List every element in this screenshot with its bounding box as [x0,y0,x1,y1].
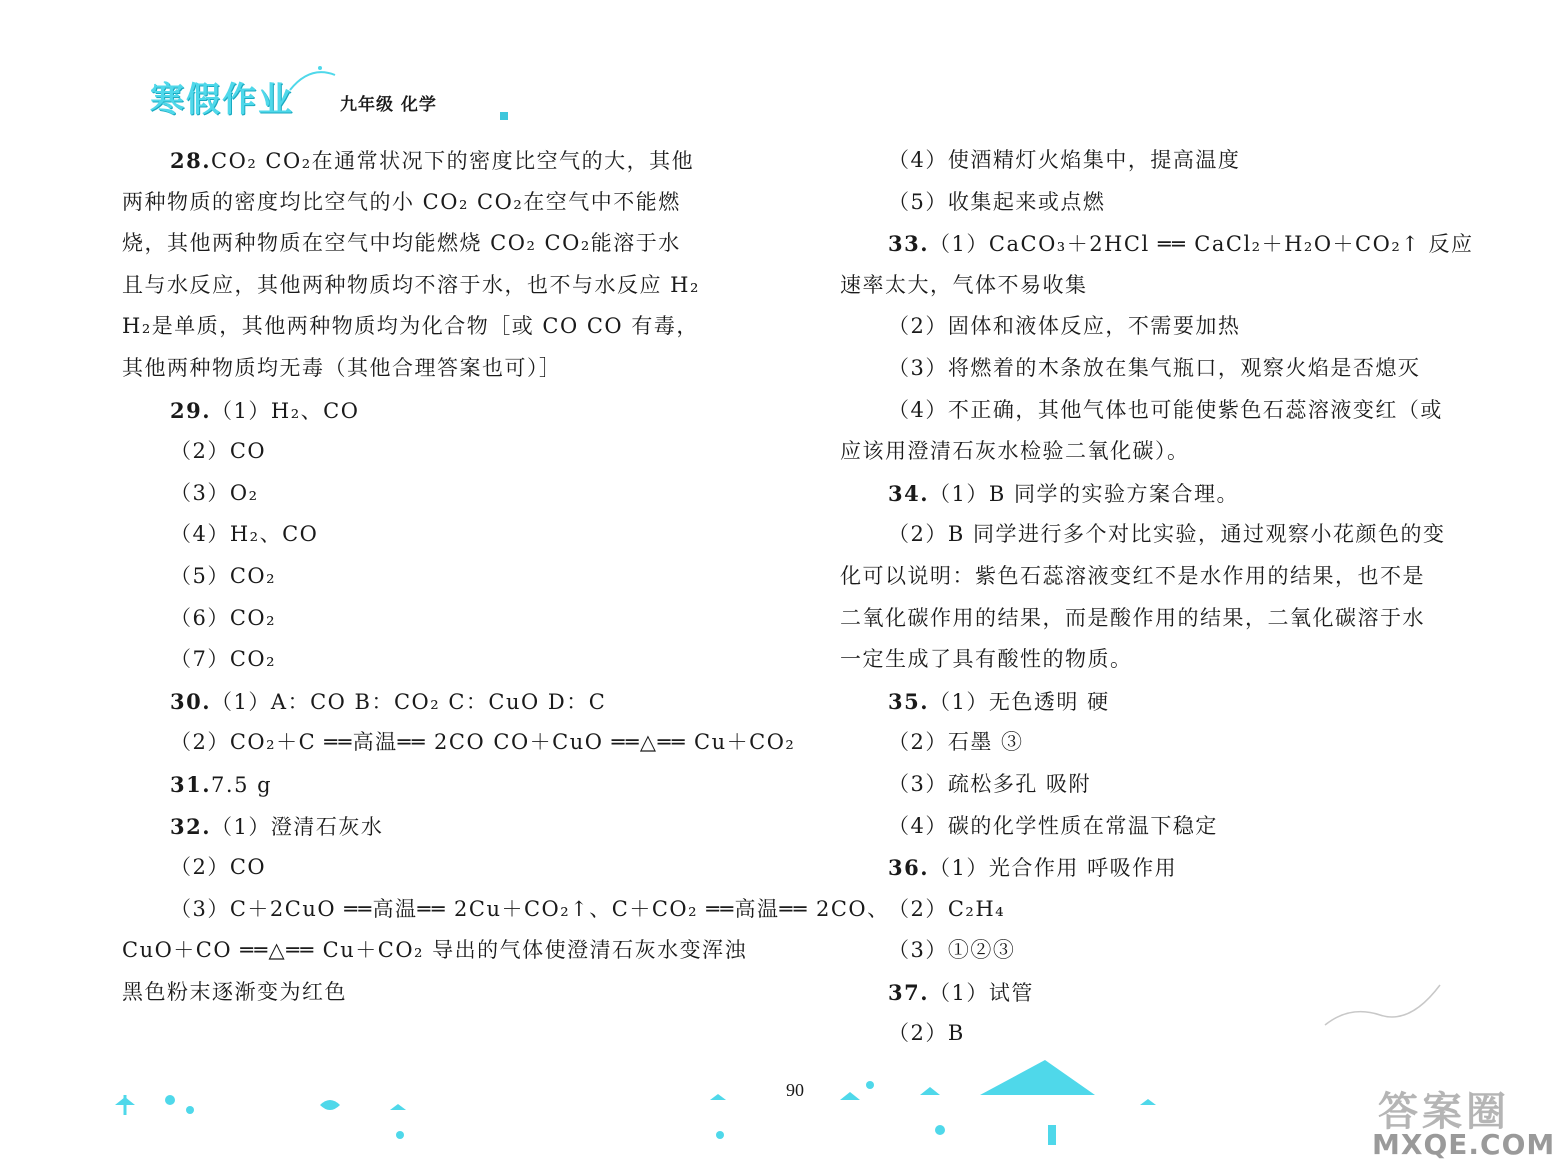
answer-line [840,514,1480,556]
answer-line [840,390,1480,432]
answer-text: （4）H₂、CO [170,522,319,547]
snowflake-decoration-icon [280,60,340,100]
right-answer-column [840,140,1480,1055]
left-answer-column [122,140,890,1013]
answer-text: （1）CaCO₃＋2HCl ══ CaCl₂＋H₂O＋CO₂↑ 反应 [929,232,1474,257]
answer-text: CO₂ CO₂在通常状况下的密度比空气的大，其他 [211,149,695,173]
question-number: 29. [170,397,212,423]
winter-scene-decoration-icon [100,1055,1100,1155]
answer-text: （4）碳的化学性质在常温下稳定 [888,813,1218,838]
answer-text: （2）B 同学进行多个对比实验，通过观察小花颜色的变 [888,522,1446,547]
answer-text: （1）B 同学的实验方案合理。 [929,481,1240,506]
answer-line [840,806,1480,848]
answer-line [840,140,1480,182]
question-number: 28. [170,148,212,173]
answer-line [840,722,1480,764]
header-marker [500,112,508,120]
question-number: 37. [888,979,930,1005]
question-number: 34. [888,480,930,506]
answer-text: （2）固体和液体反应，不需要加热 [888,314,1241,339]
answer-text: （1）澄清石灰水 [211,814,384,839]
answer-line [122,265,762,307]
answer-line [840,556,1480,598]
answer-text: （5）收集起来或点燃 [888,189,1106,214]
answer-line [840,348,1480,390]
answer-text: （1）光合作用 呼吸作用 [929,856,1178,881]
answer-text: （2）CO [170,439,267,464]
answer-text: 其他两种物质均无毒（其他合理答案也可）］ [122,355,562,380]
answer-line [122,722,796,764]
answer-line [840,473,1480,515]
answer-line [122,514,762,556]
answer-line [840,182,1480,224]
answer-line [122,681,762,723]
answer-line [840,306,1480,348]
answer-line [122,140,762,182]
question-number: 36. [888,855,930,881]
answer-text: （2）CO₂＋C ══高温══ 2CO CO＋CuO ══△══ Cu＋CO₂ [170,730,796,755]
answer-text: 应该用澄清石灰水检验二氧化碳）。 [840,439,1190,464]
answer-text: （4）使酒精灯火焰集中，提高温度 [888,148,1241,172]
answer-line [840,847,1480,889]
answer-text: 速率太大，气体不易收集 [840,272,1088,297]
question-number: 35. [888,688,930,714]
answer-line [122,348,762,390]
answer-line [122,598,762,640]
answer-text: 烧，其他两种物质在空气中均能燃烧 CO₂ CO₂能溶于水 [122,231,681,256]
answer-line [122,431,762,473]
answer-line [840,265,1480,307]
answer-line [122,223,762,265]
answer-text: （1）无色透明 硬 [929,689,1110,714]
watermark-sketch-icon [1320,975,1470,1035]
answer-line [122,806,762,848]
answer-text: 7.5 g [211,772,273,797]
answer-line [122,930,762,972]
answer-line [840,431,1480,473]
answer-line [122,473,762,515]
answer-text: （3）将燃着的木条放在集气瓶口，观察火焰是否熄灭 [888,355,1421,380]
grade-subject: 九年级 化学 [340,95,437,115]
answer-line [840,639,1480,681]
watermark-site: MXQE.COM [1372,1128,1555,1161]
answer-text: （2）石墨 ③ [888,730,1024,755]
answer-line [840,598,1480,640]
answer-text: （3）①②③ [888,938,1016,963]
answer-line [840,223,1480,265]
answer-line [122,889,890,931]
answer-text: （1）试管 [929,980,1034,1005]
answer-text: （1）A：CO B：CO₂ C：CuO D：C [211,689,607,714]
question-number: 33. [888,231,930,257]
answer-line [122,764,762,806]
answer-text: H₂是单质，其他两种物质均为化合物［或 CO CO 有毒， [122,314,699,339]
page-number: 90 [786,1080,804,1100]
answer-text: 二氧化碳作用的结果，而是酸作用的结果，二氧化碳溶于水 [840,605,1425,630]
answer-line [122,972,762,1014]
answer-text: （5）CO₂ [170,563,277,588]
answer-text: （6）CO₂ [170,605,277,630]
answer-line [840,889,1480,931]
answer-line [122,847,762,889]
answer-text: 一定生成了具有酸性的物质。 [840,647,1133,672]
answer-text: （2）CO [170,855,267,880]
answer-line [122,556,762,598]
watermark-logo: 答案圈 [1378,1089,1510,1135]
answer-text: （2）B [888,1021,965,1046]
answer-line [840,930,1480,972]
answer-text: （3）C＋2CuO ══高温══ 2Cu＋CO₂↑、C＋CO₂ ══高温══ 2CO、 [170,896,890,921]
answer-line [840,764,1480,806]
answer-text: （1）H₂、CO [211,398,360,423]
answer-text: 且与水反应，其他两种物质均不溶于水，也不与水反应 H₂ [122,272,700,297]
answer-text: （4）不正确，其他气体也可能使紫色石蕊溶液变红（或 [888,397,1443,422]
answer-text: 化可以说明：紫色石蕊溶液变红不是水作用的结果，也不是 [840,563,1425,588]
answer-text: 两种物质的密度均比空气的小 CO₂ CO₂在空气中不能燃 [122,189,681,214]
question-number: 32. [170,813,212,839]
question-number: 30. [170,688,212,714]
answer-line [122,390,762,432]
answer-text: 黑色粉末逐渐变为红色 [122,979,347,1004]
answer-text: （7）CO₂ [170,647,277,672]
answer-line [122,639,762,681]
answer-text: （3）O₂ [170,480,259,505]
answer-line [122,182,762,224]
answer-text: （2）C₂H₄ [888,896,1006,921]
answer-line [840,681,1480,723]
answer-line [122,306,762,348]
answer-text: （3）疏松多孔 吸附 [888,771,1092,796]
book-title: 寒假作业 [150,80,294,120]
question-number: 31. [170,771,212,797]
answer-text: CuO＋CO ══△══ Cu＋CO₂ 导出的气体使澄清石灰水变浑浊 [122,938,748,963]
